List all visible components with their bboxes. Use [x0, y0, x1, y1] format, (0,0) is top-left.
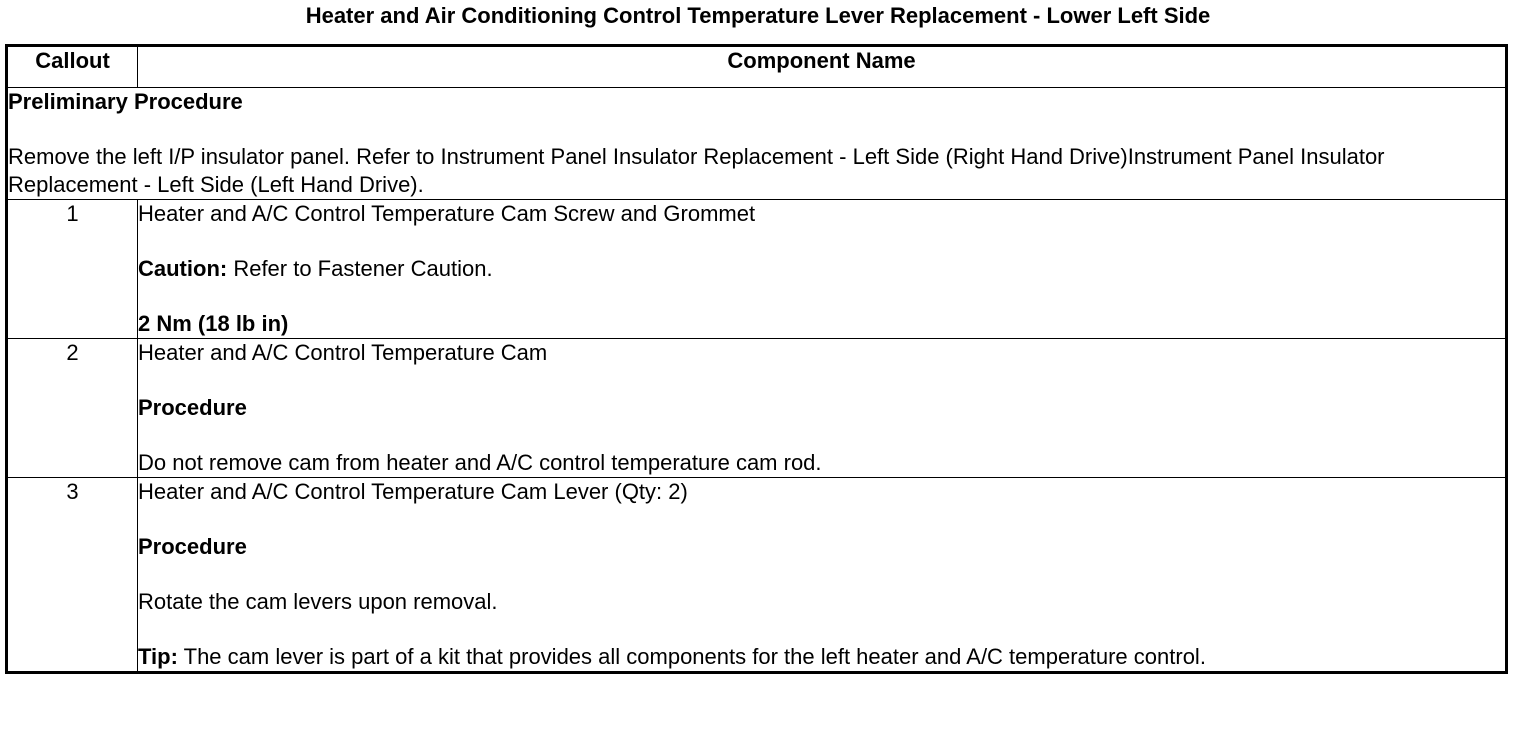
component-name: Heater and A/C Control Temperature Cam Lever (Qty: 2) — [138, 479, 688, 504]
preliminary-procedure-text: Remove the left I/P insulator panel. Refer to Instrument Panel Insulator Replacement - Left Side (Right Hand Drive)Instrument Panel Insulator Replacement - Left Side (Left Hand Drive). — [8, 144, 1385, 197]
preliminary-procedure-row — [7, 88, 1507, 200]
caution-text: Refer to Fastener Caution. — [227, 256, 493, 281]
component-cell — [138, 339, 1507, 478]
callout-number: 3 — [7, 478, 138, 673]
caution-label: Caution: — [138, 256, 228, 281]
procedure-text: Do not remove cam from heater and A/C control temperature cam rod. — [138, 450, 822, 475]
preliminary-procedure-heading: Preliminary Procedure — [8, 89, 243, 114]
component-column-header: Component Name — [138, 46, 1507, 88]
table-row — [7, 200, 1507, 339]
procedure-text: Rotate the cam levers upon removal. — [138, 589, 498, 614]
component-cell — [138, 200, 1507, 339]
component-name: Heater and A/C Control Temperature Cam Screw and Grommet — [138, 201, 756, 226]
table-header-row — [7, 46, 1507, 88]
tip-label: Tip: — [138, 644, 178, 669]
callout-column-header: Callout — [7, 46, 138, 88]
table-row — [7, 478, 1507, 673]
procedure-label: Procedure — [138, 395, 247, 420]
callout-number: 1 — [7, 200, 138, 339]
component-name: Heater and A/C Control Temperature Cam — [138, 340, 548, 365]
table-row — [7, 339, 1507, 478]
procedure-table — [5, 44, 1508, 674]
component-cell — [138, 478, 1507, 673]
callout-number: 2 — [7, 339, 138, 478]
caution-note — [138, 255, 1505, 283]
tip-note — [138, 643, 1505, 671]
torque-spec: 2 Nm (18 lb in) — [138, 311, 289, 336]
document-title: Heater and Air Conditioning Control Temperature Lever Replacement - Lower Left Side — [305, 3, 1211, 28]
preliminary-procedure-cell — [7, 88, 1507, 200]
procedure-label: Procedure — [138, 534, 247, 559]
tip-text: The cam lever is part of a kit that provides all components for the left heater and A/C temperature control. — [177, 644, 1206, 669]
